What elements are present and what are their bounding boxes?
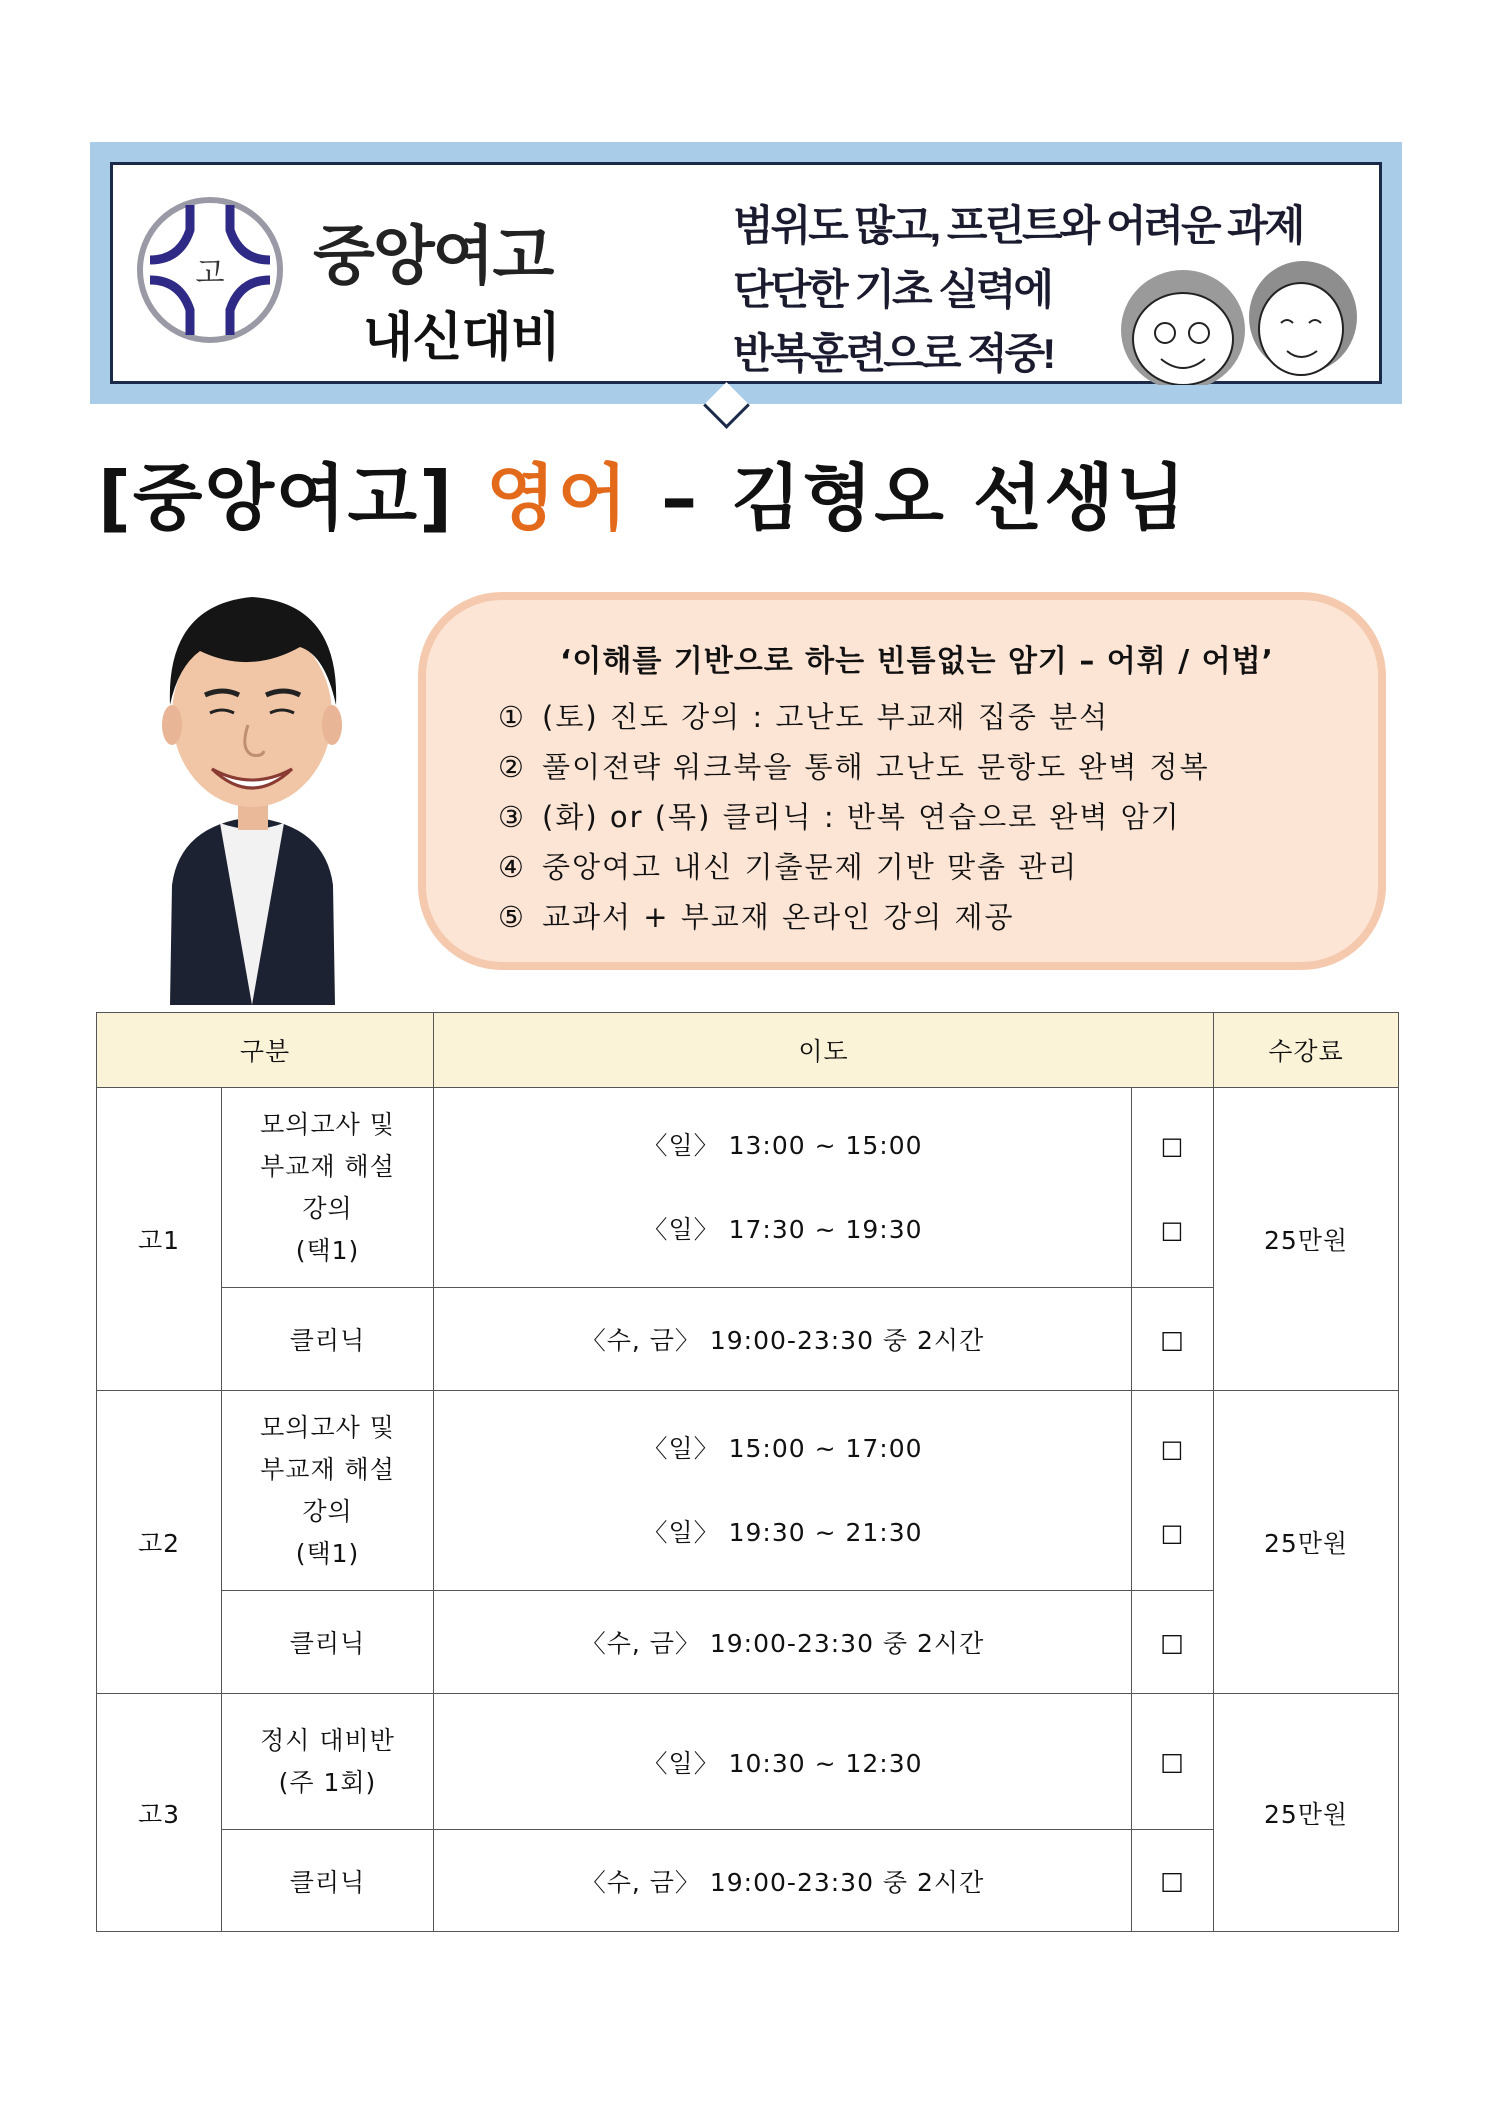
clinic-time: 〈수, 금〉 19:00-23:30 중 2시간 [434,1288,1132,1391]
title-dash: – [661,456,700,540]
checkbox[interactable]: □ [1160,1215,1185,1244]
schedule-table [96,1012,1399,1932]
list-item: ⑤ 교과서 + 부교재 온라인 강의 제공 [498,900,1015,934]
time-cell: 〈일〉 15:00 ~ 17:00 〈일〉 19:30 ~ 21:30 [434,1391,1132,1591]
school-name: [중앙여고] [98,456,455,540]
banner-slogan-line: 반복훈련으로 적중! [733,330,1054,377]
checkbox[interactable]: □ [1160,1434,1185,1463]
clinic-label: 클리닉 [222,1288,434,1391]
banner-slogan-line: 단단한 기초 실력에 [733,266,1051,313]
page-title [98,440,1188,544]
fee-cell: 25만원 [1214,1088,1399,1391]
banner-frame [110,162,1382,384]
teacher-caricature-icon [150,585,355,1005]
checkbox-cell[interactable] [1132,1088,1214,1288]
checkbox-cell[interactable] [1132,1391,1214,1591]
banner-title: 중앙여고 [313,220,553,294]
list-item: ① (토) 진도 강의 : 고난도 부교재 집중 분석 [498,700,1110,734]
course-cell: 모의고사 및 부교재 해설 강의 (택1) [222,1088,434,1288]
time-cell: 〈일〉 13:00 ~ 15:00 〈일〉 17:30 ~ 19:30 [434,1088,1132,1288]
list-item: ② 풀이전략 워크북을 통해 고난도 문항도 완벽 정복 [498,750,1210,784]
banner-subtitle: 내신대비 [363,308,560,368]
course-cell: 정시 대비반 (주 1회) [222,1694,434,1830]
cartoon-faces-icon [1103,255,1373,385]
header-fee: 수강료 [1214,1013,1399,1088]
banner [90,142,1402,404]
clinic-label: 클리닉 [222,1591,434,1694]
grade-cell: 고2 [97,1391,222,1694]
fee-cell: 25만원 [1214,1694,1399,1932]
checkbox[interactable]: □ [1132,1591,1214,1694]
grade-cell: 고1 [97,1088,222,1391]
table-header-row [97,1013,1399,1088]
checkbox[interactable]: □ [1160,1518,1185,1547]
clinic-label: 클리닉 [222,1830,434,1932]
header-category: 구분 [97,1013,434,1088]
svg-text:고: 고 [195,256,225,291]
fee-cell: 25만원 [1214,1391,1399,1694]
banner-notch [703,382,750,429]
table-row [97,1391,1399,1591]
list-item: ④ 중앙여고 내신 기출문제 기반 맞춤 관리 [498,850,1079,884]
school-logo-icon [135,195,285,345]
feature-list [498,692,1210,942]
teacher-name: 김형오 선생님 [731,456,1188,540]
subject-name: 영어 [486,456,630,540]
checkbox[interactable]: □ [1160,1131,1185,1160]
table-row [97,1830,1399,1932]
banner-slogan-line: 범위도 많고, 프린트와 어려운 과제 [733,202,1303,249]
table-row [97,1591,1399,1694]
bubble-title: ‘이해를 기반으로 하는 빈틈없는 암기 – 어휘 / 어법’ [560,644,1274,679]
checkbox[interactable]: □ [1132,1288,1214,1391]
checkbox[interactable]: □ [1132,1830,1214,1932]
feature-bubble [418,592,1386,970]
table-row [97,1694,1399,1830]
course-cell: 모의고사 및 부교재 해설 강의 (택1) [222,1391,434,1591]
table-row [97,1088,1399,1288]
table-row [97,1288,1399,1391]
checkbox[interactable]: □ [1132,1694,1214,1830]
time-cell: 〈일〉 10:30 ~ 12:30 [434,1694,1132,1830]
list-item: ③ (화) or (목) 클리닉 : 반복 연습으로 완벽 암기 [498,800,1181,834]
grade-cell: 고3 [97,1694,222,1932]
header-schedule: 이도 [434,1013,1214,1088]
clinic-time: 〈수, 금〉 19:00-23:30 중 2시간 [434,1830,1132,1932]
clinic-time: 〈수, 금〉 19:00-23:30 중 2시간 [434,1591,1132,1694]
